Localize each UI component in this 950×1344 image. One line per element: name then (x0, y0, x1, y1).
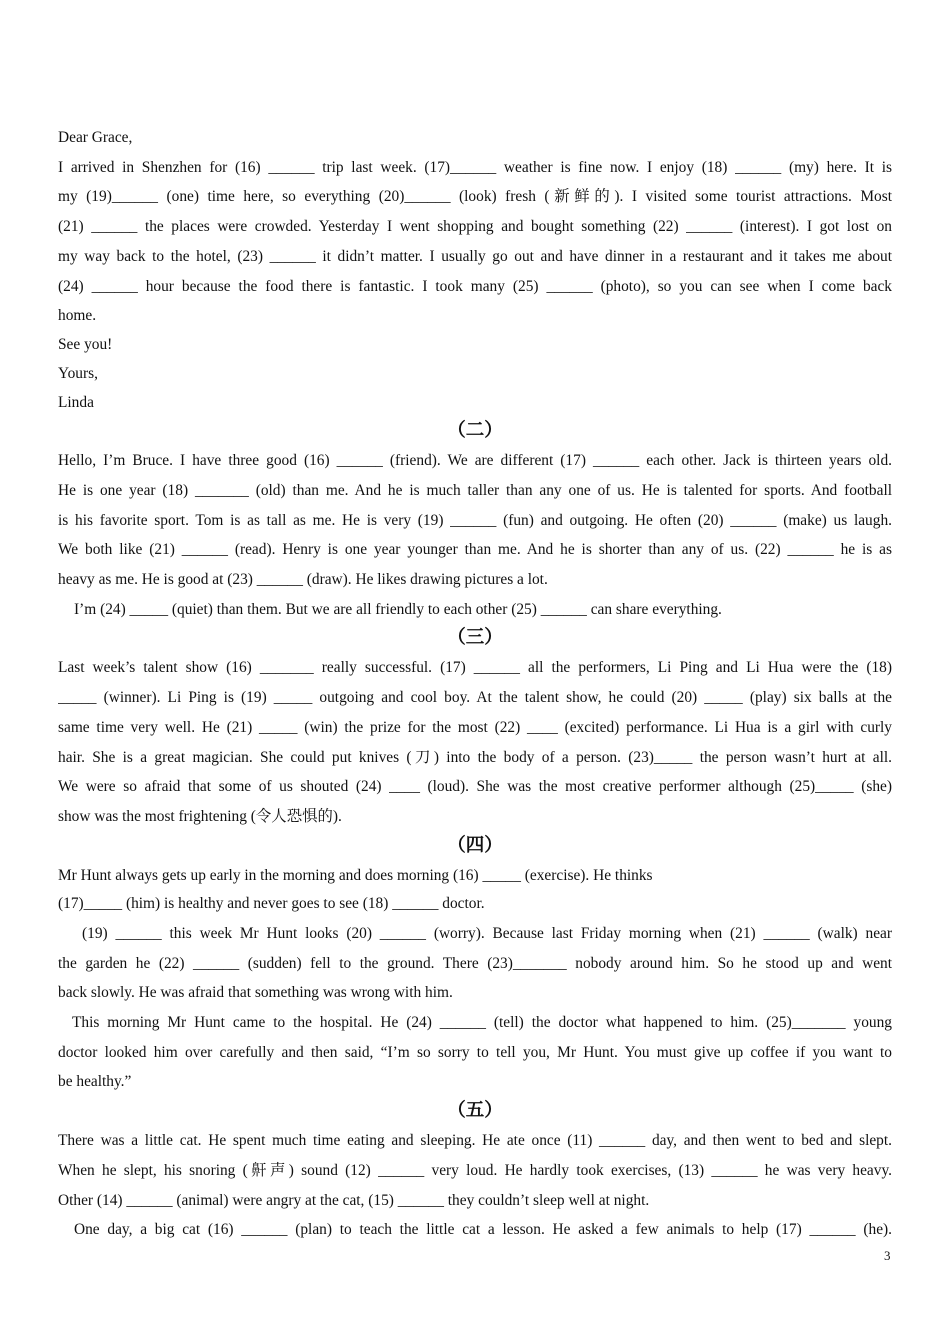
passage-line: show was the most frightening (令人恐惧的). (58, 807, 342, 825)
passage-line: heavy as me. He is good at (23) ______ (draw). He likes drawing pictures a lot. (58, 571, 548, 589)
passage-line: be healthy.” (58, 1073, 132, 1091)
letter-line: home. (58, 307, 97, 325)
letter-closing: Yours, (58, 364, 98, 382)
document-page (58, 124, 892, 1245)
passage-line: One day, a big cat (16) ______ (plan) to teach the little cat a lesson. He asked a few animals to help (17) ______ (he). (74, 1221, 892, 1239)
letter-line: I arrived in Shenzhen for (16) ______ trip last week. (17)______ weather is fine now. I enjoy (18) ______ (my) here. It is (58, 158, 892, 176)
passage-line: We were so afraid that some of us shouted (24) ____ (loud). She was the most creative performer although (25)_____ (she) (58, 778, 892, 796)
letter-line: my (19)______ (one) time here, so everything (20)______ (look) fresh (新鲜的). I visited some tourist attractions. Most (58, 188, 892, 206)
letter-closing: See you! (58, 335, 113, 353)
passage-line: _____ (winner). Li Ping is (19) _____ outgoing and cool boy. At the talent show, he could (20) _____ (play) six balls at the (58, 689, 892, 707)
letter-signature: Linda (58, 393, 94, 411)
passage-line: There was a little cat. He spent much time eating and sleeping. He ate once (11) ______ day, and then went to bed and slept. (58, 1132, 892, 1150)
page-number: 3 (884, 1248, 891, 1263)
passage-line: Mr Hunt always gets up early in the morning and does morning (16) _____ (exercise). He thinks (58, 866, 653, 884)
passage-line: He is one year (18) _______ (old) than me. And he is much taller than any one of us. He is talented for sports. And football (58, 482, 892, 499)
section-heading: （二） (447, 421, 503, 442)
section-heading: （五） (447, 1101, 503, 1122)
passage-line: Hello, I’m Bruce. I have three good (16) ______ (friend). We are different (17) ______ each other. Jack is thirteen years old. (58, 452, 892, 470)
passage-line: This morning Mr Hunt came to the hospital. He (24) ______ (tell) the doctor what happened to him. (25)_______ young (72, 1014, 892, 1032)
passage-line: doctor looked him over carefully and then said, “I’m so sorry to tell you, Mr Hunt. You must give up coffee if you want to (58, 1043, 892, 1061)
passage-line: the garden he (22) ______ (sudden) fell to the ground. There (23)_______ nobody around him. So he stood up and went (58, 954, 892, 972)
passage-line: (19) ______ this week Mr Hunt looks (20) ______ (worry). Because last Friday morning when (21) ______ (walk) near (82, 925, 892, 943)
passage-line: Other (14) ______ (animal) were angry at the cat, (15) ______ they couldn’t sleep well at night. (58, 1191, 650, 1209)
section-heading: （四） (447, 835, 503, 856)
passage-line: hair. She is a great magician. She could put knives (刀) into the body of a person. (23)_____ the person wasn’t hurt at all. (58, 748, 892, 766)
letter-line: (21) ______ the places were crowded. Yesterday I went shopping and bought something (22) ______ (interest). I got lost on (58, 218, 892, 236)
section-heading: （三） (447, 628, 503, 649)
letter-line: (24) ______ hour because the food there is fantastic. I took many (25) ______ (photo), so you can see when I come back (58, 277, 892, 295)
passage-line: I’m (24) _____ (quiet) than them. But we are all friendly to each other (25) ______ can share everything. (74, 600, 722, 618)
passage-line: back slowly. He was afraid that something was wrong with him. (58, 984, 453, 1002)
passage-line: is his favorite sport. Tom is as tall as me. He is very (19) ______ (fun) and outgoing. He often (20) ______ (make) us laugh. (58, 511, 892, 529)
passage-line: same time very well. He (21) _____ (win) the prize for the most (22) ____ (excited) performance. Li Hua is a girl with curly (58, 718, 892, 736)
passage-line: Last week’s talent show (16) _______ really successful. (17) ______ all the performers, Li Ping and Li Hua were the (18) (58, 659, 892, 677)
letter-salutation: Dear Grace, (58, 129, 133, 146)
passage-line: When he slept, his snoring (鼾声) sound (12) ______ very loud. He hardly took exercises, (13) ______ he was very heavy. (58, 1161, 892, 1179)
passage-line: (17)_____ (him) is healthy and never goes to see (18) ______ doctor. (58, 895, 485, 913)
letter-line: my way back to the hotel, (23) ______ it didn’t matter. I usually go out and have dinner in a restaurant and it takes me about (58, 247, 892, 265)
passage-line: We both like (21) ______ (read). Henry is one year younger than me. And he is shorter than any of us. (22) ______ he is as (58, 541, 892, 559)
